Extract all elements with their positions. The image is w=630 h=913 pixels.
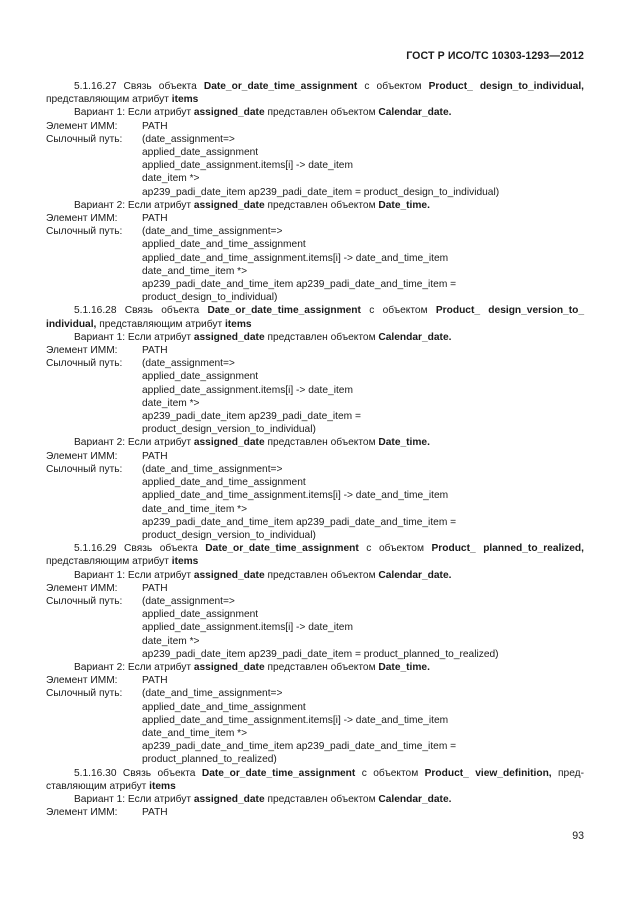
ref-path-label: Сылочный путь: xyxy=(46,595,123,607)
element-label: Элемент ИММ: xyxy=(46,120,118,132)
section-heading xyxy=(46,542,584,555)
element-label: Элемент ИММ: xyxy=(46,582,118,594)
ref-path-line: (date_assignment=> xyxy=(142,358,235,370)
variant-title xyxy=(46,661,584,674)
element-label: Элемент ИММ: xyxy=(46,345,118,357)
element-value: PATH xyxy=(142,675,168,687)
bold-text: assigned_date xyxy=(193,331,265,343)
ref-path-row xyxy=(46,595,584,608)
ref-path-line: ap239_padi_date_item ap239_padi_date_item = xyxy=(142,411,361,423)
ref-path-row xyxy=(46,357,584,370)
ref-path-line: ap239_padi_date_and_time_item ap239_padi_date_and_time_item = xyxy=(142,516,457,528)
ref-path-line: ap239_padi_date_item ap239_padi_date_item = product_planned_to_realized) xyxy=(142,648,499,660)
text-run: Вариант 2: Если атрибут xyxy=(74,437,194,449)
ref-path-line: (date_assignment=> xyxy=(142,133,235,145)
bold-text: Product_ design_to_individual, xyxy=(428,81,584,92)
variant-title xyxy=(46,331,584,344)
section-heading-continuation xyxy=(46,555,584,568)
element-value: PATH xyxy=(142,582,168,594)
ref-path-line: applied_date_assignment.items[i] -> date_item xyxy=(142,622,353,634)
bold-text: items xyxy=(149,780,176,792)
text-run: представлен объектом xyxy=(264,199,379,211)
variant-title xyxy=(46,569,584,582)
text-run: 5.1.16.30 Связь объекта xyxy=(74,767,202,779)
bold-text: Product_ view_definition, xyxy=(424,767,552,779)
text-run: 5.1.16.29 Связь объекта xyxy=(74,543,206,555)
ref-path-line: (date_and_time_assignment=> xyxy=(142,463,283,475)
bold-text: assigned_date xyxy=(193,793,265,805)
text-run: Вариант 2: Если атрибут xyxy=(74,661,194,673)
ref-path-line: date_and_time_item *> xyxy=(142,727,248,739)
bold-text: Date_or_date_time_assignment xyxy=(201,767,356,779)
text-run: Вариант 2: Если атрибут xyxy=(74,199,194,211)
ref-path-line: date_and_time_item *> xyxy=(142,503,248,515)
text-run: Вариант 1: Если атрибут xyxy=(74,331,194,343)
text-run: пред- xyxy=(551,767,584,779)
bold-text: Date_time. xyxy=(378,199,430,211)
element-label: Элемент ИММ: xyxy=(46,807,118,819)
ref-path-line: date_item *> xyxy=(142,173,200,185)
ref-path-row xyxy=(46,133,584,146)
bold-text: assigned_date xyxy=(193,107,265,119)
bold-text: Calendar_date. xyxy=(378,793,452,805)
text-run: Вариант 1: Если атрибут xyxy=(74,793,194,805)
text-run: 5.1.16.28 Связь объекта xyxy=(74,305,208,317)
ref-path-label: Сылочный путь: xyxy=(46,463,123,475)
document-body xyxy=(46,80,584,819)
ref-path-line: ap239_padi_date_and_time_item ap239_padi_date_and_time_item = xyxy=(142,279,457,291)
ref-path-line: applied_date_assignment xyxy=(142,371,259,383)
ref-path-line: date_and_time_item *> xyxy=(142,265,248,277)
ref-path-line: ap239_padi_date_item ap239_padi_date_item = product_design_to_individual) xyxy=(142,186,500,198)
variant-title xyxy=(46,106,584,119)
element-row xyxy=(46,120,584,133)
bold-text: assigned_date xyxy=(193,569,265,581)
bold-text: Calendar_date. xyxy=(378,569,452,581)
section-heading xyxy=(46,80,584,93)
variant-title xyxy=(46,436,584,449)
text-run: представлен объектом xyxy=(264,793,379,805)
ref-path-line: applied_date_assignment xyxy=(142,609,259,621)
ref-path-label: Сылочный путь: xyxy=(46,226,123,238)
element-row xyxy=(46,674,584,687)
element-label: Элемент ИММ: xyxy=(46,450,118,462)
ref-path-line: applied_date_and_time_assignment.items[i] -> date_and_time_item xyxy=(142,490,449,502)
ref-path-line: product_planned_to_realized) xyxy=(142,754,277,766)
ref-path-line: (date_and_time_assignment=> xyxy=(142,226,283,238)
ref-path-line: applied_date_assignment.items[i] -> date_item xyxy=(142,160,353,172)
ref-path-line: applied_date_and_time_assignment xyxy=(142,701,306,713)
ref-path-line: applied_date_assignment xyxy=(142,147,259,159)
text-run: Вариант 1: Если атрибут xyxy=(74,107,194,119)
element-label: Элемент ИММ: xyxy=(46,213,118,225)
bold-text: items xyxy=(171,556,199,568)
text-run: представляющим атрибут xyxy=(46,94,172,106)
ref-path-label: Сылочный путь: xyxy=(46,358,123,370)
element-row xyxy=(46,806,584,819)
bold-text: Calendar_date. xyxy=(378,331,452,343)
text-run: представляющим атрибут xyxy=(46,556,172,568)
bold-text: individual, xyxy=(46,318,97,330)
text-run: с объектом xyxy=(355,767,425,779)
bold-text: Calendar_date. xyxy=(378,107,452,119)
ref-path-line: product_design_version_to_individual) xyxy=(142,424,316,436)
element-label: Элемент ИММ: xyxy=(46,675,118,687)
bold-text: Product_ design_version_to_ xyxy=(435,305,584,317)
text-run: представляющим атрибут xyxy=(96,318,225,330)
ref-path-line: product_design_to_individual) xyxy=(142,292,278,304)
text-run: с объектом xyxy=(357,81,429,92)
text-run: представлен объектом xyxy=(264,107,379,119)
bold-text: Date_time. xyxy=(378,437,430,449)
bold-text: Date_or_date_time_assignment xyxy=(205,543,359,555)
element-row xyxy=(46,450,584,463)
ref-path-line: applied_date_and_time_assignment.items[i] -> date_and_time_item xyxy=(142,252,449,264)
bold-text: assigned_date xyxy=(193,437,265,449)
variant-title xyxy=(46,199,584,212)
ref-path-line: (date_and_time_assignment=> xyxy=(142,688,283,700)
text-run: представлен объектом xyxy=(264,437,379,449)
section-heading-continuation xyxy=(46,93,584,106)
ref-path-line: applied_date_assignment.items[i] -> date_item xyxy=(142,384,353,396)
element-row xyxy=(46,212,584,225)
bold-text: Product_ planned_to_realized, xyxy=(431,543,584,555)
ref-path-line: ap239_padi_date_and_time_item ap239_padi_date_and_time_item = xyxy=(142,741,457,753)
variant-title xyxy=(46,793,584,806)
text-run: с объектом xyxy=(360,305,436,317)
bold-text: Date_or_date_time_assignment xyxy=(203,81,358,92)
page-number: 93 xyxy=(572,830,584,842)
section-heading-continuation xyxy=(46,318,584,331)
text-run: Вариант 1: Если атрибут xyxy=(74,569,194,581)
element-value: PATH xyxy=(142,345,168,357)
ref-path-row xyxy=(46,687,584,700)
document-header: ГОСТ Р ИСО/ТС 10303-1293—2012 xyxy=(406,50,584,62)
bold-text: Date_or_date_time_assignment xyxy=(207,305,361,317)
section-heading-continuation xyxy=(46,780,584,793)
ref-path-line: applied_date_and_time_assignment xyxy=(142,477,306,489)
element-value: PATH xyxy=(142,450,168,462)
ref-path-line: applied_date_and_time_assignment xyxy=(142,239,306,251)
bold-text: items xyxy=(224,318,252,330)
ref-path-label: Сылочный путь: xyxy=(46,133,123,145)
text-run: с объектом xyxy=(358,543,432,555)
section-heading xyxy=(46,767,584,780)
text-run: 5.1.16.27 Связь объекта xyxy=(74,81,204,92)
ref-path-line: (date_assignment=> xyxy=(142,595,235,607)
ref-path-line: product_design_version_to_individual) xyxy=(142,529,316,541)
ref-path-label: Сылочный путь: xyxy=(46,688,123,700)
element-row xyxy=(46,344,584,357)
ref-path-line: date_item *> xyxy=(142,635,200,647)
text-run: представлен объектом xyxy=(264,569,379,581)
ref-path-line: applied_date_and_time_assignment.items[i] -> date_and_time_item xyxy=(142,714,449,726)
text-run: ставляющим атрибут xyxy=(46,780,150,792)
text-run: представлен объектом xyxy=(264,661,379,673)
element-value: PATH xyxy=(142,807,168,819)
element-value: PATH xyxy=(142,120,168,132)
bold-text: Date_time. xyxy=(378,661,430,673)
bold-text: assigned_date xyxy=(193,661,265,673)
element-value: PATH xyxy=(142,213,168,225)
ref-path-line: date_item *> xyxy=(142,397,200,409)
bold-text: items xyxy=(171,94,199,106)
ref-path-row xyxy=(46,463,584,476)
ref-path-row xyxy=(46,225,584,238)
section-heading xyxy=(46,304,584,317)
bold-text: assigned_date xyxy=(193,199,265,211)
text-run: представлен объектом xyxy=(264,331,379,343)
element-row xyxy=(46,582,584,595)
